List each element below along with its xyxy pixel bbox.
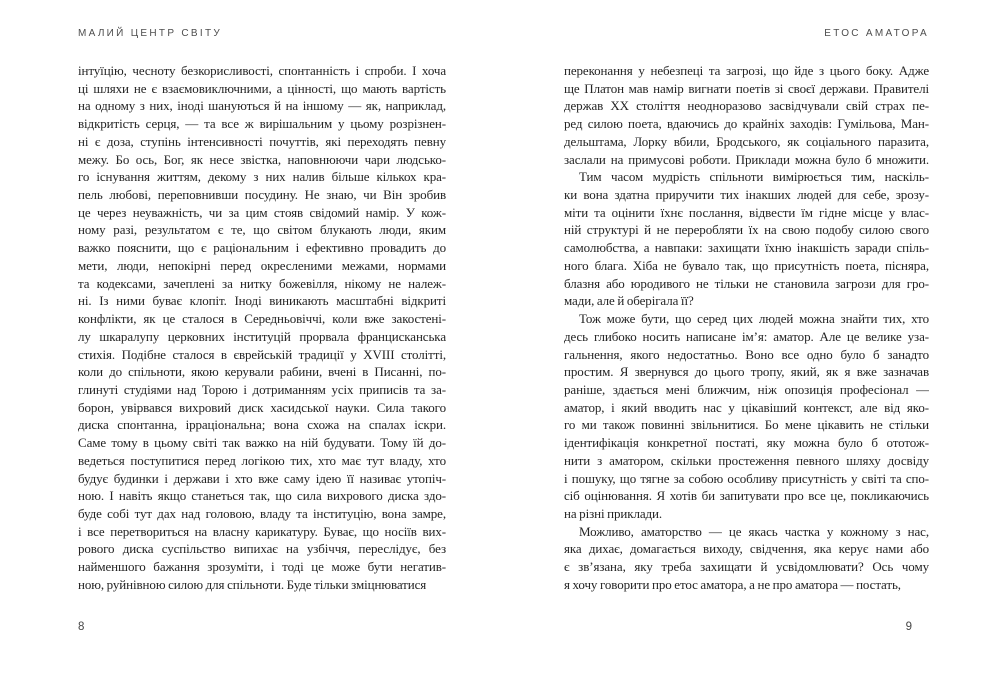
text-line: Можливо, аматорство — це якась частка у кожному з нас,	[579, 523, 929, 539]
text-line: важко пояснити, що є раціональним і ефективно провадить до	[78, 240, 446, 256]
running-head-right: ЕТОС АМАТОРА	[824, 28, 929, 39]
text-line: борон, увірвався вихровий диск хасидської науки. Сила такого	[78, 399, 446, 415]
text-line: на одному з них, іноді шануються й на іншому — як, наприклад,	[78, 98, 446, 114]
text-line: яка дихає, домагається виходу, свідчення, яка керує нами або	[564, 541, 929, 557]
text-line: інтуїцію, чесноту безкорисливості, спонтанність і спроби. І хоча	[78, 63, 446, 78]
text-line: ні. Із ними буває клопіт. Іноді виникають масштабні відкриті	[78, 293, 446, 309]
text-line: я хочу говорити про етос аматора, а не про аматора — постать,	[564, 576, 901, 592]
text-line: диска спонтанна, ірраціональна; вона схожа на спалах іскри.	[78, 417, 446, 433]
text-line: мети, люди, непокірні перед окресленими межами, нормами	[78, 257, 446, 273]
text-line: стихія. Подібне сталося в єврейській традиції у XVIII столітті,	[78, 346, 446, 362]
text-line: Тож може бути, що серед цих людей можна знайти тих, хто	[579, 311, 929, 327]
text-line: будує будинки і держави і хто вже саму ідею її називає утопіч-	[78, 470, 446, 486]
page-right	[564, 0, 929, 683]
text-line: гальнення, якого недостатньо. Воно все одно було б занадто	[564, 346, 929, 362]
text-line: ного блага. Хіба не бувало так, що присутність поета, пісняра,	[564, 257, 929, 273]
text-line: ще Платон мав намір вигнати поетів зі своєї держави. Правителі	[564, 80, 929, 96]
text-line: конфлікти, як це сталося в Середньовіччі, коли вже закостені-	[78, 311, 446, 327]
text-line: десь глибоко носить написане ім’я: аматор. Але це велике уза-	[564, 328, 929, 344]
text-line: ній структурі й не переробляти їх на свою подобу силою свого	[564, 222, 929, 238]
running-head-left: МАЛИЙ ЦЕНТР СВІТУ	[78, 28, 223, 39]
right-text-column	[564, 62, 929, 594]
text-line: го ми також повинні звільнитися. Бо мене цікавить не стільки	[564, 417, 929, 433]
text-line: рового диска суспільство випихає на узбіччя, переслідує, без	[78, 541, 446, 557]
text-line: нити з аматором, скільки простеження певного шляху досвіду	[564, 452, 929, 468]
text-line: пель любові, переповнивши посудину. Не знаю, чи Він зробив	[78, 187, 446, 203]
text-line: та кодексами, зачеплені за нитку божевілля, нікому не належ-	[78, 275, 446, 291]
text-line: лу шкаралупу церковних інституцій прорвала францисканська	[78, 328, 446, 344]
page-number-right: 9	[905, 621, 912, 633]
text-line: межу. Бо ось, Бог, як несе звістка, наповнюючи чари людсько-	[78, 151, 446, 167]
text-line: найменшого бажання зрозуміти, і тоді це може бути негатив-	[78, 559, 446, 575]
left-text-column	[78, 62, 446, 594]
text-line: ред силою поета, вдаючись до крайніх заходів: Гумільова, Ман-	[564, 116, 929, 132]
text-line: ною. І навіть якщо станеться так, що сила вихрового диска здо-	[78, 488, 446, 504]
text-line: глинуті студіями над Торою і дотриманням усіх приписів та за-	[78, 381, 446, 397]
text-line: ною, руйнівною силою для спільноти. Буде тільки зміцнюватися	[78, 576, 427, 592]
text-line: заслали на примусові роботи. Приклади можна було б множити.	[564, 151, 929, 167]
text-line: є зв’язана, яку треба захищати й усвідомлювати? Ось чому	[564, 559, 929, 575]
page-left	[78, 0, 446, 683]
text-line: ці шляхи не є взаємовиключними, а цінності, що мають вартість	[78, 80, 446, 96]
text-line: самолюбства, а навпаки: захищати їхню інакшість заради спіль-	[564, 240, 929, 256]
text-line: аматор, і який вводить нас у цікавіший контекст, але від яко-	[564, 399, 929, 415]
text-line: Тим часом мудрість спільноти вимірюється тим, наскіль-	[579, 169, 929, 185]
text-line: сіб оцінювання. Я хотів би запитувати про все це, покликаючись	[564, 488, 929, 504]
text-line: ведеться поступитися перед логікою тих, хто має тут владу, хто	[78, 452, 446, 468]
text-line: коли до спільноти, якою керували рабини, вчені в Писанні, по-	[78, 364, 446, 380]
text-line: ки вона здатна приручити тих інакших людей для себе, зрозу-	[564, 187, 929, 203]
text-line: держав XX століття неодноразово засвідчували свій страх пе-	[564, 98, 929, 114]
text-line: раніше, здається мені ближчим, ніж опозиція професіонал —	[564, 381, 929, 397]
text-line: буде собі тут дах над головою, владу та інституцію, вона замре,	[78, 505, 446, 521]
text-line: відкритість серця, — та все ж вирішальним у цьому розрізнен-	[78, 116, 446, 132]
text-line: ідентифікація конкретної постаті, яку можна було б ототож-	[564, 435, 929, 451]
text-line: го існування життям, декому з них налив більше кількох кра-	[78, 169, 446, 185]
text-line: це через неуважність, чи за цим стояв свідомий намір. У кож-	[78, 204, 446, 220]
text-line: і все перетвориться на власну карикатуру. Буває, що носіїв вих-	[78, 523, 446, 539]
text-line: мади, але й оберігала її?	[564, 293, 694, 309]
page-number-left: 8	[78, 621, 85, 633]
text-line: і пошуку, що тягне за собою особливу присутність у світі та спо-	[564, 470, 929, 486]
text-line: Саме тому в цьому світі так важко на ній будувати. Тому їй до-	[78, 435, 446, 451]
text-line: ні є доза, ступінь інтенсивності почуттів, які переходять певну	[78, 133, 446, 149]
text-line: міти та оцінити їхнє послання, відвести їм гідне місце у влас-	[564, 204, 929, 220]
text-line: блазня або юродивого не тільки не становила загрози для гро-	[564, 275, 929, 291]
text-line: простим. Я звернувся до цього тропу, який, як я вже зазначав	[564, 364, 929, 380]
text-line: переконання у небезпеці та загрозі, що йде з цього боку. Адже	[564, 63, 929, 78]
text-line: ному разі, результатом є те, що світом блукають люди, яким	[78, 222, 446, 238]
text-line: дельштама, Лорку вбили, Бродського, як соціального паразита,	[564, 133, 929, 149]
text-line: на різні приклади.	[564, 505, 663, 521]
